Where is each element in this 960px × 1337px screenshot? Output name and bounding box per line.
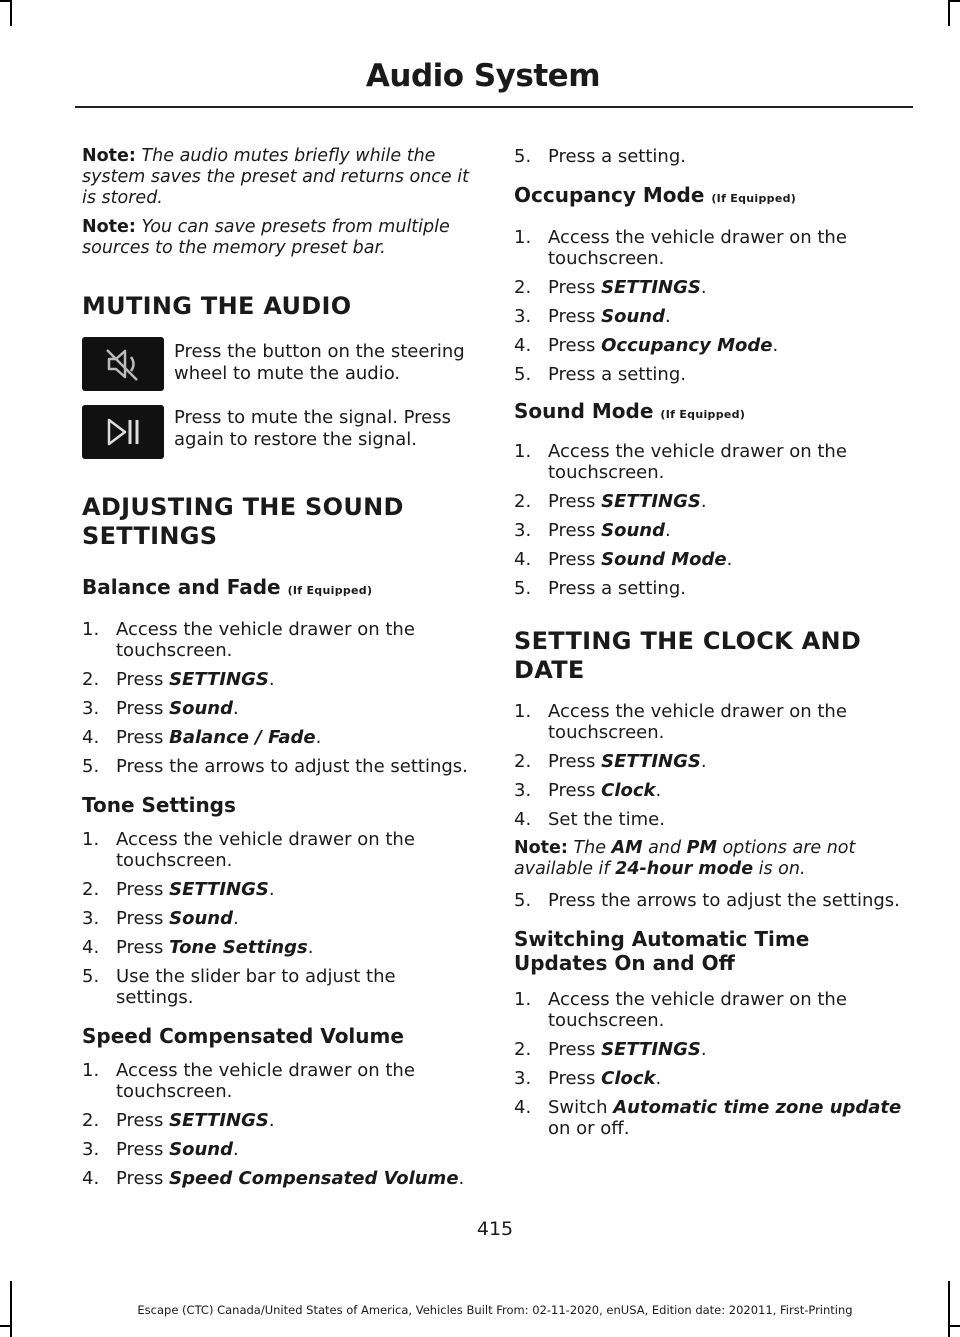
clock-steps (514, 701, 910, 830)
list-item: 4. Press Balance / Fade. (82, 727, 322, 748)
crop-mark (948, 0, 950, 26)
speed-steps (82, 1060, 476, 1189)
play-pause-row (82, 407, 476, 471)
list-item: 1. Access the vehicle drawer on the touchscreen. (82, 829, 415, 871)
note: Note: The audio mutes briefly while the system saves the preset and returns once it is stored. (82, 146, 469, 208)
section-heading-muting: MUTING THE AUDIO (82, 292, 352, 320)
sound-mode-steps (514, 441, 910, 599)
list-item: 4. Press Tone Settings. (82, 937, 314, 958)
crop-mark (10, 0, 12, 26)
note: Note: The AM and PM options are not available if 24-hour mode is on. (514, 838, 856, 879)
list-item: 2. Press SETTINGS. (82, 1110, 275, 1131)
list-item: 5. Press a setting. (514, 146, 686, 167)
list-item: 3. Press Sound. (514, 306, 671, 327)
page-title: Audio System (365, 58, 600, 94)
list-item: 2. Press SETTINGS. (514, 751, 707, 772)
list-item: 2. Press SETTINGS. (514, 491, 707, 512)
list-item: 4. Set the time. (514, 809, 665, 830)
subheading-auto-time: Updates On and Off (514, 951, 735, 975)
list-item: 4. Press Speed Compensated Volume. (82, 1168, 465, 1189)
list-item: 3. Press Sound. (82, 1139, 239, 1160)
list-item: 5. Press the arrows to adjust the settings. (82, 756, 468, 777)
list-item: 1. Access the vehicle drawer on the touchscreen. (514, 701, 847, 743)
mute-row (82, 341, 476, 405)
section-heading-adjusting: ADJUSTING THE SOUND (82, 493, 404, 521)
list-item: 1. Access the vehicle drawer on the touchscreen. (82, 1060, 415, 1102)
clock-steps-continued (514, 890, 910, 911)
subheading-auto-time: Switching Automatic Time (514, 927, 810, 951)
play-pause-description: Press to mute the signal. Press again to restore the signal. (174, 407, 452, 450)
subheading-speed: Speed Compensated Volume (82, 1024, 404, 1048)
play-pause-icon (82, 405, 164, 459)
list-item: 1. Access the vehicle drawer on the touchscreen. (514, 441, 847, 483)
subheading-occupancy: Occupancy Mode (If Equipped) (514, 183, 797, 207)
list-item: 3. Press Sound. (82, 908, 239, 929)
mute-description: Press the button on the steering wheel to mute the audio. (174, 341, 465, 384)
list-item: 5. Press a setting. (514, 578, 686, 599)
list-item: 1. Access the vehicle drawer on the touchscreen. (82, 619, 415, 661)
balance-steps (82, 619, 476, 777)
footer-text: Escape (CTC) Canada/United States of America, Vehicles Built From: 02-11-2020, enUSA, Edition date: 202011, First-Printing (137, 1303, 853, 1317)
section-heading-clock: SETTING THE CLOCK AND (514, 627, 862, 655)
left-column (82, 146, 476, 1197)
list-item: 3. Press Clock. (514, 780, 662, 801)
subheading-balance: Balance and Fade (If Equipped) (82, 575, 373, 599)
list-item: 3. Press Sound. (514, 520, 671, 541)
list-item: 3. Press Clock. (514, 1068, 662, 1089)
list-item: 4. Switch Automatic time zone update on or off. (514, 1097, 902, 1139)
list-item: 2. Press SETTINGS. (514, 1039, 707, 1060)
mute-speaker-icon (82, 337, 164, 391)
list-item: 5. Use the slider bar to adjust the settings. (82, 966, 396, 1008)
list-item: 2. Press SETTINGS. (82, 879, 275, 900)
tone-steps (82, 829, 476, 1008)
subheading-sound-mode: Sound Mode (If Equipped) (514, 399, 746, 423)
subheading-tone: Tone Settings (82, 793, 236, 817)
list-item: 1. Access the vehicle drawer on the touchscreen. (514, 227, 847, 269)
occupancy-steps (514, 227, 910, 385)
note: Note: You can save presets from multiple sources to the memory preset bar. (82, 217, 450, 258)
continued-steps (514, 146, 910, 167)
page-number: 415 (476, 1218, 514, 1240)
section-heading-clock: DATE (514, 656, 585, 684)
list-item: 2. Press SETTINGS. (82, 669, 275, 690)
list-item: 5. Press a setting. (514, 364, 686, 385)
list-item: 5. Press the arrows to adjust the settings. (514, 890, 900, 911)
section-heading-adjusting: SETTINGS (82, 522, 218, 550)
list-item: 1. Access the vehicle drawer on the touchscreen. (514, 989, 847, 1031)
list-item: 3. Press Sound. (82, 698, 239, 719)
list-item: 4. Press Occupancy Mode. (514, 335, 779, 356)
list-item: 4. Press Sound Mode. (514, 549, 733, 570)
crop-mark (948, 1325, 960, 1327)
header-divider (75, 106, 913, 108)
right-column (514, 146, 910, 1147)
crop-mark (0, 1325, 12, 1327)
list-item: 2. Press SETTINGS. (514, 277, 707, 298)
auto-time-steps (514, 989, 910, 1139)
